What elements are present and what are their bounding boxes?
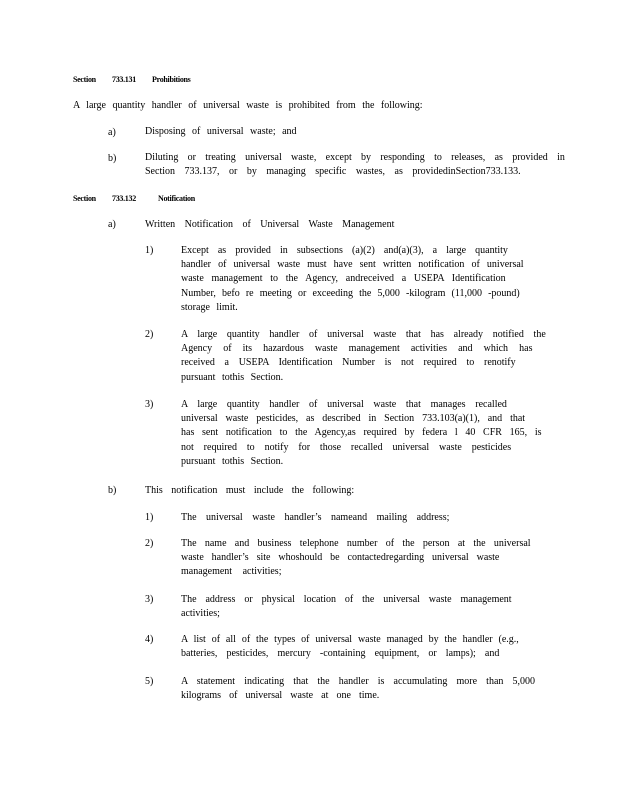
section-intro: A large quantity handler of universal waste is prohibited from the following: xyxy=(73,100,423,111)
list-item: Except as provided in subsections (a)(2) and(a)(3), a large quantity handler of universal waste must have sent written notification of universal waste management to the Agency, andreceived a USEPA Identification Number, befo re meeting or exceeding the 5,000 -kilogram (11,000 -pound) storage limit. xyxy=(181,245,524,313)
item-label: b) xyxy=(108,153,117,164)
section-label: Section xyxy=(73,194,96,203)
subitem-label: 1) xyxy=(145,245,154,256)
section-heading xyxy=(73,75,213,85)
subsection-heading: This notification must include the following: xyxy=(145,485,355,496)
subitem-label: 3) xyxy=(145,594,154,605)
section-number: 733.132 xyxy=(112,194,136,203)
list-item: A large quantity handler of universal waste that manages recalled universal waste pesticides, as described in Section 733.103(a)(1), and that has sent notification to the Agency,as required by federa l 40 CFR 165, is not required to notify for those recalled universal waste pesticides pursuant tothis Section. xyxy=(181,399,542,467)
section-title: Prohibitions xyxy=(152,75,191,84)
item-label: a) xyxy=(108,219,116,230)
item-label: b) xyxy=(108,485,117,496)
subitem-label: 1) xyxy=(145,512,154,523)
list-item: A statement indicating that the handler is accumulating more than 5,000 kilograms of universal waste at one time. xyxy=(181,676,535,702)
list-item: The universal waste handler’s nameand mailing address; xyxy=(181,512,450,523)
list-item: Diluting or treating universal waste, except by responding to releases, as provided in Section 733.137, or by managing specific wastes, as providedinSection733.133. xyxy=(145,152,565,178)
section-number: 733.131 xyxy=(112,75,136,84)
list-item: A large quantity handler of universal waste that has already notified the Agency of its hazardous waste management activities and which has received a USEPA Identification Number is not required to renotify pursuant tothis Section. xyxy=(181,329,546,383)
item-label: a) xyxy=(108,127,116,138)
section-title: Notification xyxy=(158,194,195,203)
list-item: The address or physical location of the universal waste management activities; xyxy=(181,594,512,620)
subitem-label: 5) xyxy=(145,676,154,687)
subitem-label: 3) xyxy=(145,399,154,410)
section-heading xyxy=(73,194,213,204)
subitem-label: 2) xyxy=(145,538,154,549)
list-item: Disposing of universal waste; and xyxy=(145,126,297,137)
list-item: A list of all of the types of universal waste managed by the handler (e.g., batteries, pesticides, mercury -containing equipment, or lamps); and xyxy=(181,634,519,660)
list-item: The name and business telephone number of the person at the universal waste handler’s site whoshould be contactedregarding universal waste management activities; xyxy=(181,538,531,578)
subitem-label: 2) xyxy=(145,329,154,340)
section-label: Section xyxy=(73,75,96,84)
subsection-heading: Written Notification of Universal Waste Management xyxy=(145,219,395,230)
subitem-label: 4) xyxy=(145,634,154,645)
